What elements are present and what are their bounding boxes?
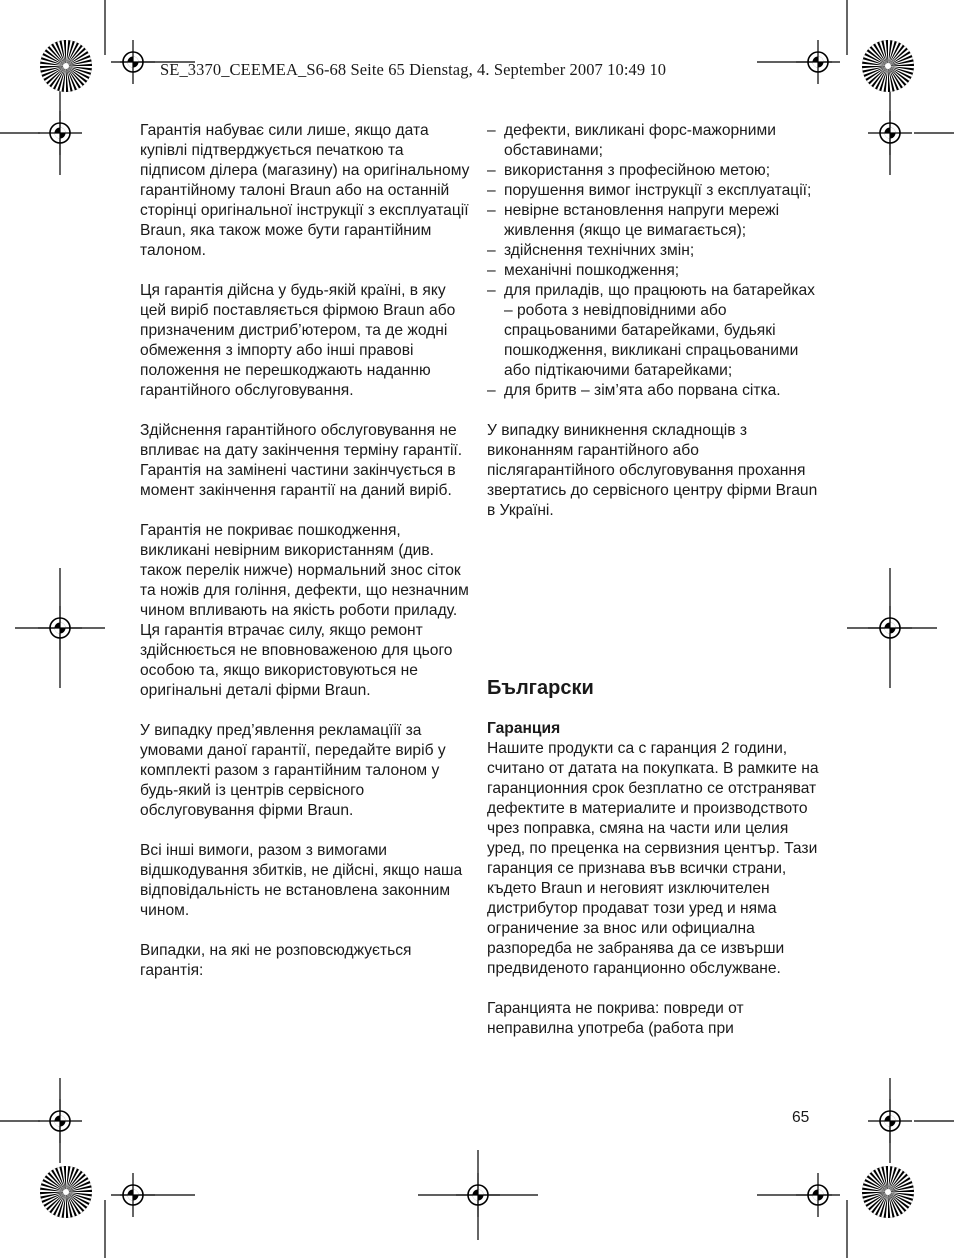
registration-mark xyxy=(38,606,82,650)
exclusions-list xyxy=(487,121,822,401)
right-column xyxy=(487,121,822,541)
service-note: У випадку виникнення складнощів з виконанням гарантійного або післягарантійного обслуговування прохання звертатись до сервісного центру фірми Braun в Україні. xyxy=(487,422,818,519)
subheading: Гаранция xyxy=(487,720,561,737)
list-item: – механічні пошкодження; xyxy=(487,261,822,281)
registration-mark xyxy=(38,111,82,155)
print-slug: SE_3370_CEEMEA_S6-68 Seite 65 Dienstag, 4. September 2007 10:49 10 xyxy=(160,60,667,79)
list-item: – порушення вимог інструкції з експлуатації; xyxy=(487,181,822,201)
registration-mark xyxy=(796,1173,840,1217)
registration-mark xyxy=(868,111,912,155)
registration-mark xyxy=(38,1099,82,1143)
list-item: – для приладів, що працюють на батарейках – робота з невідповідними або спрацьованими батарейками, будьякі пошкодження, викликані спрацьованими або підтікаючими батарейками; xyxy=(487,281,822,381)
paragraph: Ця гарантія дійсна у будь-якій країні, в яку цей виріб поставляється фірмою Braun або призначеним дистриб’ютером, та де жодні обмеження з імпорту або інші правові положення не перешкоджають наданню гарантійного обслуговування. xyxy=(140,282,456,399)
starburst-mark xyxy=(862,1166,914,1218)
list-item: – невірне встановлення напруги мережі живлення (якщо це вимагається); xyxy=(487,201,822,241)
registration-mark xyxy=(111,40,155,84)
paragraph: Нашите продукти са с гаранция 2 години, считано от датата на покупката. В рамките на гаранционния срок безплатно се отстраняват дефектите в материалите и производството чрез поправка, смяна на части или целия уред, по преценка на сервизния център. Тази гаранция се признава във всички страни, където Braun и неговият изключителен дистрибутор продават този уред и няма ограничение за внос или официална разпоредба не забранява да се извърши предвиденото гаранционно обслужване. xyxy=(487,740,819,977)
registration-mark xyxy=(868,1099,912,1143)
list-item: – використання з професійною метою; xyxy=(487,161,822,181)
registration-mark xyxy=(111,1173,155,1217)
registration-mark xyxy=(456,1173,500,1217)
paragraph: У випадку пред’явлення рекламацїії за умовами даної гарантії, передайте виріб у комплекті разом з гарантійним талоном у будь-який із центрів сервісного обслуговування фірми Braun. xyxy=(140,722,446,819)
bulgarian-section xyxy=(487,719,822,1059)
paragraph: Гаранцията не покрива: повреди от неправилна употреба (работа при xyxy=(487,1000,744,1037)
registration-mark xyxy=(868,606,912,650)
left-column xyxy=(140,121,470,1001)
page-number: 65 xyxy=(792,1109,810,1126)
paragraph: Випадки, на які не розповсюджується гарантія: xyxy=(140,942,412,979)
paragraph: Гарантія набуває сили лише, якщо дата купівлі підтверджується печаткою та підписом ділера (магазину) на оригінальному гарантійному талоні Braun або на останній сторінці оригінальної інструкції з експлуатації Braun, яка також може бути гарантійним талоном. xyxy=(140,122,470,259)
paragraph: Всі інші вимоги, разом з вимогами відшкодування збитків, не дійсні, якщо наша відповідальність не встановлена законним чином. xyxy=(140,842,463,919)
starburst-mark xyxy=(40,1166,92,1218)
list-item: – дефекти, викликані форс-мажорними обставинами; xyxy=(487,121,822,161)
registration-mark xyxy=(796,40,840,84)
paragraph: Здійснення гарантійного обслуговування не впливає на дату закінчення терміну гарантії. Гарантія на замінені частини закінчується в момент закінчення гарантії на даний виріб. xyxy=(140,422,463,499)
list-item: – для бритв – зім’ята або порвана сітка. xyxy=(487,381,822,401)
starburst-mark xyxy=(862,40,914,92)
paragraph: Гарантія не покриває пошкодження, викликані невірним використанням (див. також перелік нижче) нормальний знос сіток та ножів для гоління, дефекти, що незначним чином впливають на якість роботи приладу. Ця гарантія втрачає силу, якщо ремонт здійснюється не вповноваженою для цього особою та, якщо використовуються не оригінальні деталі фірми Braun. xyxy=(140,522,469,699)
list-item: – здійснення технічних змін; xyxy=(487,241,822,261)
section-title: Български xyxy=(487,677,594,699)
starburst-mark xyxy=(40,40,92,92)
